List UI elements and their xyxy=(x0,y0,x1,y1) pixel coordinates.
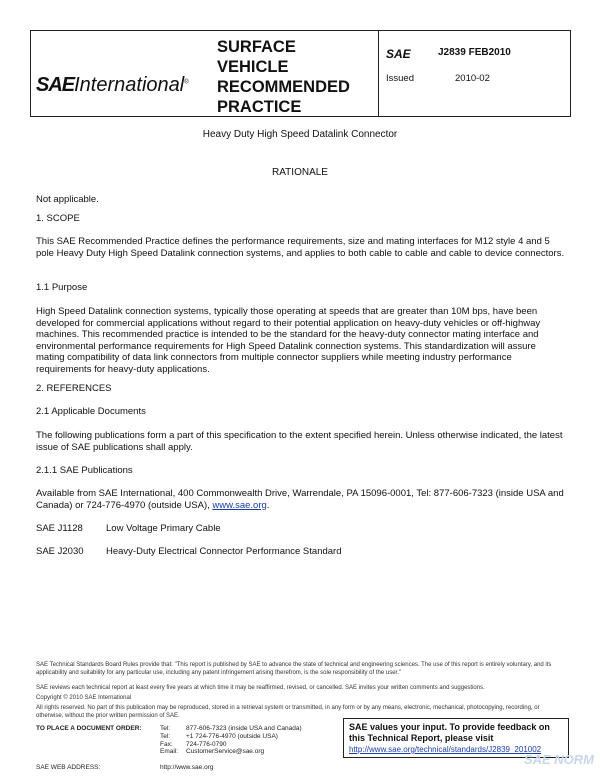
order-label: TO PLACE A DOCUMENT ORDER: xyxy=(36,725,142,732)
purpose-heading: 1.1 Purpose xyxy=(36,282,88,293)
reference-title: Heavy-Duty Electrical Connector Performance Standard xyxy=(106,546,342,557)
footer-policy: SAE Technical Standards Board Rules provide that: "This report is published by SAE to advance the state of technical and engineering sciences. The use of this report is entirely voluntary, and its applicability and suitability for any particular use, including any patent infringement arising therefrom, is the sole responsibility of the user." xyxy=(36,662,552,676)
header-divider xyxy=(378,30,379,117)
footer-rights: All rights reserved. No part of this publication may be reproduced, stored in a retrieval system or transmitted, in any form or by any means, electronic, mechanical, photocopying, recording, or otherwise, without the prior written permission of SAE. xyxy=(36,705,540,719)
watermark: SAE NORM xyxy=(523,752,594,767)
footer-copyright: Copyright © 2010 SAE International xyxy=(36,695,132,701)
contact-label: Email: xyxy=(160,748,179,756)
rationale-text: Not applicable. xyxy=(36,194,99,205)
category-line: VEHICLE xyxy=(217,58,289,76)
contact-row xyxy=(160,741,302,749)
category-line: RECOMMENDED xyxy=(217,78,350,96)
scope-text: This SAE Recommended Practice defines the performance requirements, size and mating interfaces for M12 style 4 and 5 pole Heavy Duty High Speed Datalink connection systems, and applies to both cable to cable and cable to device connectors. xyxy=(36,236,565,259)
contact-label: Fax: xyxy=(160,740,173,748)
reference-row xyxy=(36,546,566,558)
web-address-label: SAE WEB ADDRESS: xyxy=(36,764,101,771)
reference-title: Low Voltage Primary Cable xyxy=(106,523,221,534)
contact-label: Tel: xyxy=(160,725,171,732)
reference-id: SAE J2030 xyxy=(36,546,84,557)
reference-row xyxy=(36,523,566,535)
issued-label: Issued xyxy=(386,73,414,84)
applicable-documents-text: The following publications form a part of this specification to the extent specified herein. Unless otherwise indicated, the latest issue of SAE publications shall apply. xyxy=(36,430,563,453)
logo-trademark: ® xyxy=(184,79,189,86)
order-contacts xyxy=(160,725,302,756)
contact-value: +1 724-776-4970 (outside USA) xyxy=(186,732,278,740)
rationale-heading: RATIONALE xyxy=(272,167,328,178)
footer-review: SAE reviews each technical report at least every five years at which time it may be reaffirmed, revised, or cancelled. SAE invites your written comments and suggestions. xyxy=(36,685,485,691)
contact-value: 724-776-0790 xyxy=(186,740,227,748)
contact-row xyxy=(160,748,302,756)
sae-publications-body: Available from SAE International, 400 Commonwealth Drive, Warrendale, PA 15096-0001, Tel: 877-606-7323 (inside USA and Canada) or 724-776-4970 (outside USA), xyxy=(36,488,564,511)
logo-sae: SAE xyxy=(36,74,75,96)
document-title: Heavy Duty High Speed Datalink Connector xyxy=(202,129,398,140)
contact-row xyxy=(160,725,302,733)
contact-row xyxy=(160,733,302,741)
purpose-text: High Speed Datalink connection systems, typically those operating at speeds that are greater than 10M bps, have been developed for commercial applications without regard to their potential application on heavy-duty vehicles or off-highway machines. This recommended practice is intended to be the standard for the heavy-duty connector mating interface and environmental performance requirements for High Speed Datalink connection systems. This standardization will assure mating compatibility of data link connectors from multiple connector suppliers while meeting industry performance requirements for heavy-duty applications. xyxy=(36,306,541,375)
sae-website-link[interactable]: www.sae.org xyxy=(212,499,267,511)
web-address-row xyxy=(36,764,213,772)
contact-value: 877-606-7323 (inside USA and Canada) xyxy=(186,725,302,732)
category-line: PRACTICE xyxy=(217,98,302,116)
reference-id: SAE J1128 xyxy=(36,523,83,534)
sae-publications-heading: 2.1.1 SAE Publications xyxy=(36,465,133,476)
applicable-documents-heading: 2.1 Applicable Documents xyxy=(36,406,146,417)
logo-international: International xyxy=(74,74,185,96)
sae-international-logo xyxy=(36,74,189,97)
document-number: J2839 FEB2010 xyxy=(438,47,511,58)
issued-date: 2010-02 xyxy=(455,73,490,84)
document-category xyxy=(217,37,350,117)
web-address-value[interactable]: http://www.sae.org xyxy=(160,764,214,771)
feedback-text: SAE values your input. To provide feedback on this Technical Report, please visit xyxy=(349,722,550,743)
sae-mark: SAE xyxy=(386,47,411,61)
contact-label: Tel: xyxy=(160,732,171,740)
feedback-link[interactable]: http://www.sae.org/technical/standards/J2839_201002 xyxy=(349,745,542,754)
scope-heading: 1. SCOPE xyxy=(36,213,80,224)
category-line: SURFACE xyxy=(217,38,296,56)
sae-publications-text: Available from SAE International, 400 Commonwealth Drive, Warrendale, PA 15096-0001, Tel: 877-606-7323 (inside USA and Canada) or 724-776-4970 (outside USA), www.sae.org. xyxy=(36,488,564,511)
contact-value[interactable]: CustomerService@sae.org xyxy=(186,748,265,756)
references-heading: 2. REFERENCES xyxy=(36,383,112,394)
